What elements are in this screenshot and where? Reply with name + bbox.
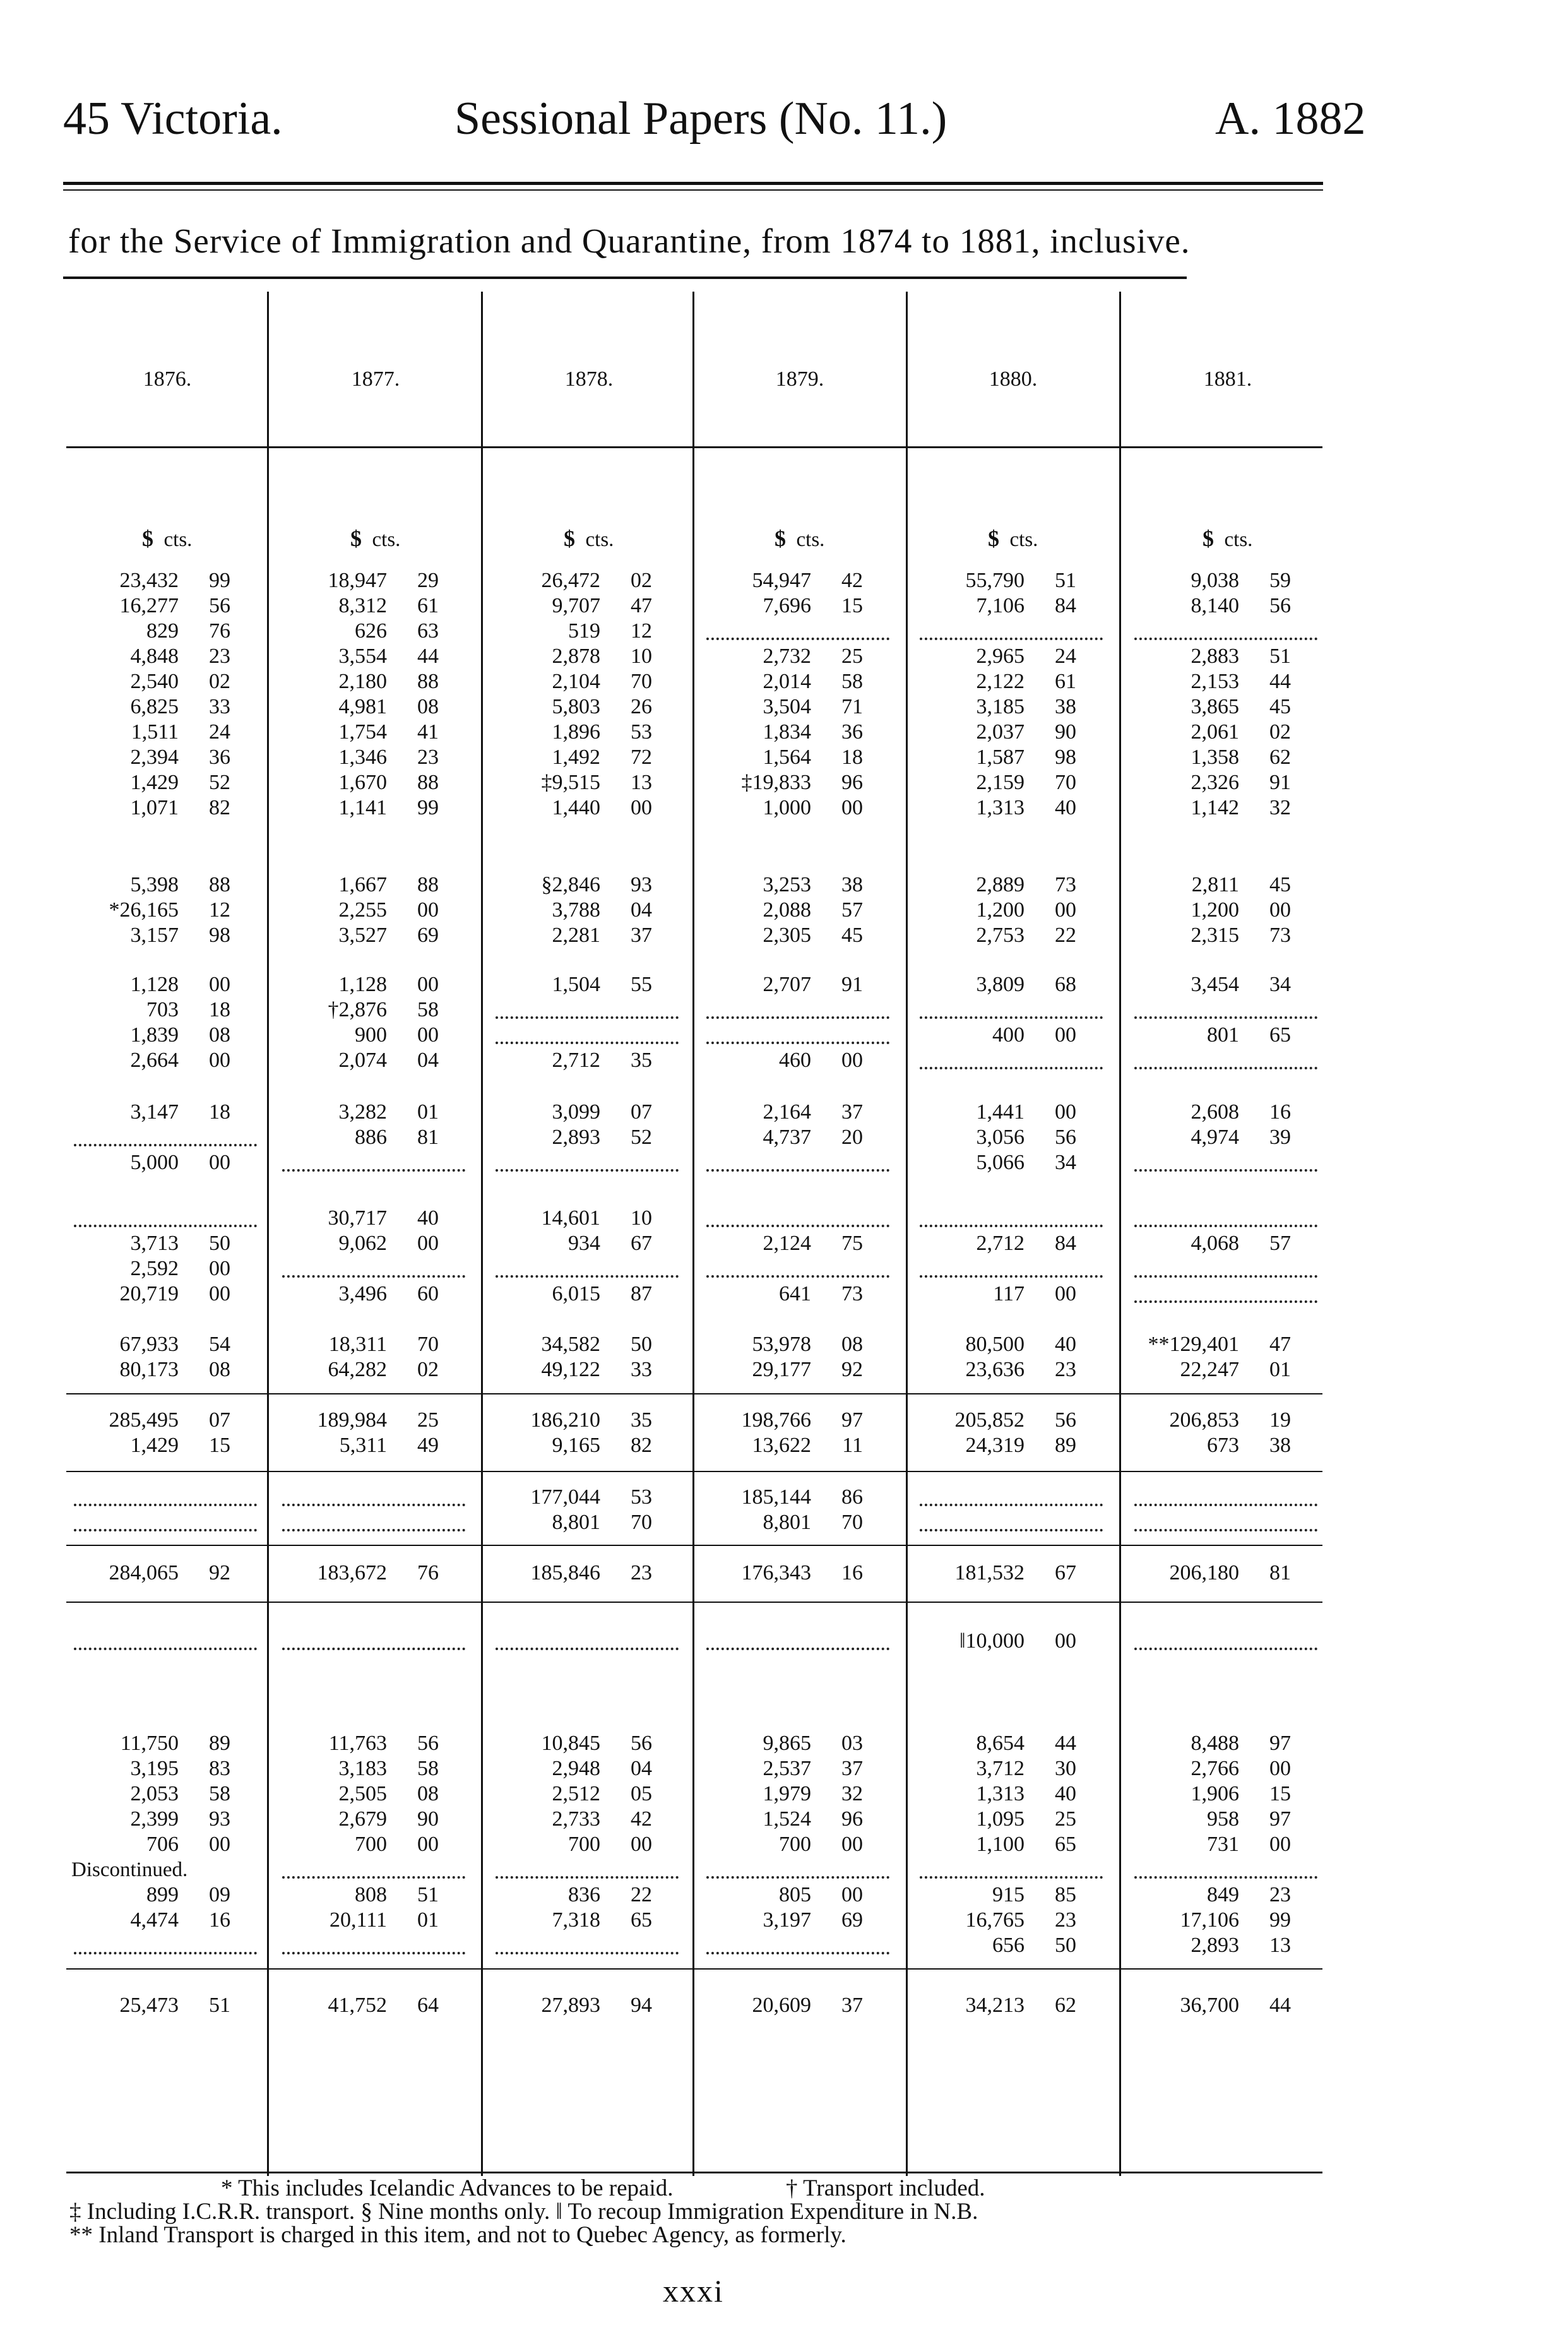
dotted-leader [920,1225,1103,1227]
table-cell: 2,281 37 [552,924,652,947]
table-cell: 183,672 76 [317,1561,439,1584]
column-divider [906,292,908,2176]
table-cell: 3,554 44 [338,645,439,668]
table-cell: 3,147 18 [130,1100,230,1124]
table-cell: 54,947 42 [752,569,863,592]
table-cell: 1,128 00 [130,973,230,996]
table-cell: 7,106 84 [976,594,1076,617]
table-cell: 1,511 24 [131,720,230,744]
table-cell: 2,537 37 [763,1757,863,1780]
table-cell: 2,088 57 [763,898,863,922]
table-cell: 3,282 01 [338,1100,439,1124]
table-cell: 849 23 [1207,1883,1291,1906]
table-cell: 4,848 23 [130,645,230,668]
table-cell: 186,210 35 [530,1408,652,1432]
table-cell: 1,754 41 [338,720,439,744]
table-cell: 10,845 56 [541,1732,652,1755]
dotted-leader [1134,1169,1317,1172]
table-cell: 3,865 45 [1191,695,1291,718]
table-cell: 915 85 [992,1883,1076,1906]
table-cell: 2,037 90 [976,720,1076,744]
table-cell: 3,253 38 [763,873,863,896]
group-rule [66,1393,1322,1394]
table-cell: 285,495 07 [109,1408,230,1432]
dotted-leader [74,1648,257,1650]
table-cell: 2,014 58 [763,670,863,693]
table-cell: 6,825 33 [130,695,230,718]
table-cell: 49,122 33 [541,1358,652,1381]
table-cell: 9,865 03 [763,1732,863,1755]
table-cell: 703 18 [146,998,230,1021]
table-cell: 2,679 90 [338,1807,439,1831]
table-cell: 1,504 55 [552,973,652,996]
table-cell: 1,100 65 [976,1833,1076,1856]
table-cell: ‡19,833 96 [741,771,863,794]
dotted-leader [282,1169,465,1172]
year-header-5: 1881. [1203,367,1252,391]
expenditure-table [66,292,1322,2185]
table-cell: 2,733 42 [552,1807,652,1831]
table-cell: 25,473 51 [119,1994,230,2017]
table-cell: 400 00 [992,1023,1076,1047]
table-cell: 2,889 73 [976,873,1076,896]
table-cell: 3,527 69 [338,924,439,947]
table-cell: 1,839 08 [130,1023,230,1047]
table-cell: 899 09 [146,1883,230,1906]
table-cell: 700 00 [568,1833,652,1856]
dotted-leader [1134,1300,1317,1303]
header-title: Sessional Papers (No. 11.) [454,93,947,145]
unit-label: $ cts. [142,526,193,551]
table-cell: 181,532 67 [954,1561,1076,1584]
table-cell: 2,664 00 [130,1049,230,1072]
footnote-icr: ‡ Including I.C.R.R. transport. § Nine months only. ‖ To recoup Immigration Expenditure in N.B. [69,2199,978,2225]
table-cell: 731 00 [1207,1833,1291,1856]
table-cell: 2,399 93 [130,1807,230,1831]
table-cell: 41,752 64 [328,1994,439,2017]
unit-label: $ cts. [350,526,401,551]
table-cell: 4,981 08 [338,695,439,718]
table-cell: 2,159 70 [976,771,1076,794]
table-cell: 2,124 75 [763,1232,863,1255]
table-cell: 5,000 00 [130,1151,230,1174]
table-cell: 2,766 00 [1191,1757,1291,1780]
table-cell: 11,763 56 [328,1732,439,1755]
table-cell: 1,071 82 [130,796,230,819]
table-cell: 2,540 02 [130,670,230,693]
table-cell: 80,500 40 [965,1333,1076,1356]
header-bottom-rule [66,446,1322,448]
table-cell: 1,441 00 [976,1100,1076,1124]
table-cell: 3,496 60 [338,1282,439,1305]
dotted-leader [1134,1016,1317,1019]
table-cell: ‖10,000 00 [959,1629,1076,1653]
table-cell: 8,801 70 [552,1511,652,1534]
dotted-leader [920,638,1103,640]
dotted-leader [496,1016,679,1019]
table-cell: 20,719 00 [119,1282,230,1305]
dotted-leader [282,1952,465,1954]
table-cell: 5,066 34 [976,1151,1076,1174]
table-cell: 8,801 70 [763,1511,863,1534]
table-cell: ‡9,515 13 [541,771,652,794]
table-cell: 4,474 16 [130,1908,230,1932]
table-cell: 2,965 24 [976,645,1076,668]
dotted-leader [282,1504,465,1506]
table-cell: 3,197 69 [763,1908,863,1932]
table-cell: 2,061 02 [1191,720,1291,744]
table-cell: 8,312 61 [338,594,439,617]
dotted-leader [1134,1504,1317,1506]
table-cell: 706 00 [146,1833,230,1856]
dotted-leader [1134,638,1317,640]
subtitle-rule [63,276,1187,279]
dotted-leader [282,1275,465,1278]
table-cell: 3,056 56 [976,1126,1076,1149]
unit-label: $ cts. [988,526,1038,551]
dotted-leader [496,1275,679,1278]
header-volume: 45 Victoria. [63,93,283,145]
table-cell: 36,700 44 [1180,1994,1291,2017]
table-cell: 2,512 05 [552,1782,652,1805]
table-cell: 20,111 01 [330,1908,439,1932]
table-cell: 2,753 22 [976,924,1076,947]
footnotes [69,2177,985,2247]
table-cell: 2,315 73 [1191,924,1291,947]
table-cell: 1,492 72 [552,746,652,769]
table-cell: 9,062 00 [338,1232,439,1255]
dotted-leader [706,638,889,640]
table-cell: 18,311 70 [328,1333,439,1356]
table-cell: 934 67 [568,1232,652,1255]
table-cell: 3,504 71 [763,695,863,718]
table-cell: 5,311 49 [339,1434,439,1457]
table-cell: 206,180 81 [1169,1561,1291,1584]
dotted-leader [282,1876,465,1879]
table-cell: 1,834 36 [763,720,863,744]
footnote-icelandic: * This includes Icelandic Advances to be repaid. † Transport included. [221,2175,985,2201]
table-cell: 3,454 34 [1191,973,1291,996]
table-cell: 2,811 45 [1191,873,1291,896]
dotted-leader [74,1504,257,1506]
table-cell: 805 00 [779,1883,863,1906]
footnote-inland: ** Inland Transport is charged in this item, and not to Quebec Agency, as formerly. [69,2222,846,2248]
table-cell: 3,809 68 [976,973,1076,996]
table-cell: 205,852 56 [954,1408,1076,1432]
table-cell: 1,429 52 [130,771,230,794]
table-cell: 8,140 56 [1191,594,1291,617]
table-cell: 1,979 32 [763,1782,863,1805]
table-cell: 2,326 91 [1191,771,1291,794]
column-divider [481,292,483,2176]
table-cell: 2,893 13 [1191,1934,1291,1957]
header-rule-thick [63,182,1323,185]
dotted-leader [706,1275,889,1278]
table-cell: 460 00 [779,1049,863,1072]
table-cell: 34,213 62 [965,1994,1076,2017]
dotted-leader [706,1042,889,1044]
table-cell: 1,587 98 [976,746,1076,769]
table-cell: 53,978 08 [752,1333,863,1356]
column-divider [692,292,694,2176]
table-cell: 23,636 23 [965,1358,1076,1381]
table-cell: 2,305 45 [763,924,863,947]
table-cell: 64,282 02 [328,1358,439,1381]
table-cell: 7,696 15 [763,594,863,617]
dotted-leader [1134,1067,1317,1069]
column-divider [267,292,269,2176]
table-cell: 2,394 36 [130,746,230,769]
table-cell: 2,592 00 [130,1257,230,1280]
year-header-4: 1880. [989,367,1038,391]
table-cell: 886 81 [355,1126,439,1149]
table-cell: 801 65 [1207,1023,1291,1047]
table-cell: 700 00 [779,1833,863,1856]
table-cell: 16,765 23 [965,1908,1076,1932]
group-rule [66,1545,1322,1546]
table-cell: 2,948 04 [552,1757,652,1780]
table-cell: 198,766 97 [741,1408,863,1432]
table-cell: 206,853 19 [1169,1408,1291,1432]
table-cell: 4,974 39 [1191,1126,1291,1149]
dotted-leader [706,1876,889,1879]
table-cell: 3,713 50 [130,1232,230,1255]
table-cell: 18,947 29 [328,569,439,592]
table-cell: 11,750 89 [120,1732,230,1755]
table-cell: 185,144 86 [741,1485,863,1509]
dotted-leader [1134,1529,1317,1531]
table-cell: 2,712 84 [976,1232,1076,1255]
table-cell: 176,343 16 [741,1561,863,1584]
dotted-leader [706,1225,889,1227]
table-cell: 2,707 91 [763,973,863,996]
table-cell: 1,200 00 [976,898,1076,922]
table-cell: 177,044 53 [530,1485,652,1509]
table-cell: 1,313 40 [976,796,1076,819]
table-cell: 2,732 25 [763,645,863,668]
table-cell: 2,104 70 [552,670,652,693]
table-cell: 1,429 15 [130,1434,230,1457]
table-cell: 1,358 62 [1191,746,1291,769]
table-cell: 55,790 51 [965,569,1076,592]
table-cell: 3,185 38 [976,695,1076,718]
table-cell: 1,200 00 [1191,898,1291,922]
dotted-leader [706,1952,889,1954]
table-cell: 13,622 11 [752,1434,863,1457]
unit-label: $ cts. [1203,526,1253,551]
dotted-leader [1134,1876,1317,1879]
table-cell: 3,788 04 [552,898,652,922]
table-cell: 2,164 37 [763,1100,863,1124]
table-cell: 16,277 56 [119,594,230,617]
dotted-leader [1134,1275,1317,1278]
table-cell: 3,099 07 [552,1100,652,1124]
table-cell: *26,165 12 [109,898,230,922]
table-cell: 1,524 96 [763,1807,863,1831]
year-header-1: 1877. [351,367,400,391]
dotted-leader [74,1952,257,1954]
dotted-leader [920,1016,1103,1019]
year-header-3: 1879. [775,367,824,391]
dotted-leader [1134,1648,1317,1650]
table-cell: 23,432 99 [119,569,230,592]
table-cell: 185,846 23 [530,1561,652,1584]
dotted-leader [1134,1225,1317,1227]
year-header-0: 1876. [143,367,192,391]
table-cell: 1,667 88 [338,873,439,896]
table-cell: †2,876 58 [328,998,439,1021]
table-cell: 2,074 04 [338,1049,439,1072]
dotted-leader [920,1876,1103,1879]
table-cell: 1,346 23 [338,746,439,769]
table-cell: 26,472 02 [541,569,652,592]
table-cell: 6,015 87 [552,1282,652,1305]
table-cell: 656 50 [992,1934,1076,1957]
dotted-leader [920,1275,1103,1278]
table-cell: 1,896 53 [552,720,652,744]
table-cell: 30,717 40 [328,1206,439,1230]
dotted-leader [282,1648,465,1650]
table-cell: 20,609 37 [752,1994,863,2017]
table-cell: 14,601 10 [541,1206,652,1230]
table-cell: 1,313 40 [976,1782,1076,1805]
table-cell: 5,803 26 [552,695,652,718]
dotted-leader [920,1529,1103,1531]
unit-label: $ cts. [775,526,825,551]
header-year: A. 1882 [1215,93,1366,145]
table-cell: 836 22 [568,1883,652,1906]
table-cell: 519 12 [568,619,652,643]
table-cell: 4,737 20 [763,1126,863,1149]
table-cell: 4,068 57 [1191,1232,1291,1255]
table-cell: 9,707 47 [552,594,652,617]
table-cell: 2,505 08 [338,1782,439,1805]
dotted-leader [496,1952,679,1954]
table-cell: 189,984 25 [317,1408,439,1432]
table-cell: 8,488 97 [1191,1732,1291,1755]
table-cell: 808 51 [355,1883,439,1906]
dotted-leader [74,1529,257,1531]
table-cell: 1,141 99 [338,796,439,819]
table-cell: 2,180 88 [338,670,439,693]
footnote-transport: † Transport included. [785,2175,985,2201]
table-cell: 27,893 94 [541,1994,652,2017]
table-cell: 1,095 25 [976,1807,1076,1831]
table-cell: 5,398 88 [130,873,230,896]
table-cell: 2,608 16 [1191,1100,1291,1124]
column-divider [1119,292,1121,2176]
table-cell: 2,153 44 [1191,670,1291,693]
year-header-2: 1878. [564,367,614,391]
table-cell: 3,712 30 [976,1757,1076,1780]
dotted-leader [920,1067,1103,1069]
table-cell: 1,000 00 [763,796,863,819]
dotted-leader [74,1144,257,1146]
table-cell: §2,846 93 [541,873,652,896]
group-rule [66,1471,1322,1472]
table-cell: 2,255 00 [338,898,439,922]
dotted-leader [920,1504,1103,1506]
table-cell: 3,183 58 [338,1757,439,1780]
table-cell: 117 00 [993,1282,1076,1305]
table-cell: 1,142 32 [1191,796,1291,819]
table-bottom-rule [66,2172,1322,2173]
table-cell-label: Discontinued. [71,1858,188,1881]
table-cell: 2,878 10 [552,645,652,668]
table-cell: 673 38 [1207,1434,1291,1457]
table-cell: 29,177 92 [752,1358,863,1381]
table-cell: 17,106 99 [1180,1908,1291,1932]
table-cell: 3,195 83 [130,1757,230,1780]
dotted-leader [706,1016,889,1019]
table-cell: 958 97 [1207,1807,1291,1831]
table-cell: 24,319 89 [965,1434,1076,1457]
table-cell: 1,128 00 [338,973,439,996]
dotted-leader [496,1169,679,1172]
group-rule [66,1968,1322,1970]
dotted-leader [496,1042,679,1044]
table-cell: 80,173 08 [119,1358,230,1381]
table-cell: 829 76 [146,619,230,643]
table-cell: 284,065 92 [109,1561,230,1584]
table-cell: 2,883 51 [1191,645,1291,668]
table-cell: 2,053 58 [130,1782,230,1805]
table-cell: 1,670 88 [338,771,439,794]
table-cell: 900 00 [355,1023,439,1047]
table-cell: 1,906 15 [1191,1782,1291,1805]
dotted-leader [706,1648,889,1650]
table-cell: 34,582 50 [541,1333,652,1356]
dotted-leader [74,1225,257,1227]
group-rule [66,1602,1322,1603]
page-subtitle: for the Service of Immigration and Quarantine, from 1874 to 1881, inclusive. [68,222,1191,260]
page-number: xxxi [663,2273,724,2309]
dotted-leader [496,1876,679,1879]
table-cell: 9,165 82 [552,1434,652,1457]
dotted-leader [282,1529,465,1531]
table-cell: 2,122 61 [976,670,1076,693]
table-cell: 7,318 65 [552,1908,652,1932]
table-cell: 1,440 00 [552,796,652,819]
header-rule-thin [63,189,1323,191]
table-cell: 700 00 [355,1833,439,1856]
table-cell: 626 63 [355,619,439,643]
table-cell: 22,247 01 [1180,1358,1291,1381]
unit-label: $ cts. [564,526,614,551]
table-cell: 641 73 [779,1282,863,1305]
table-cell: 67,933 54 [119,1333,230,1356]
dotted-leader [706,1169,889,1172]
table-cell: 2,893 52 [552,1126,652,1149]
table-cell: **129,401 47 [1148,1333,1291,1356]
dotted-leader [496,1648,679,1650]
table-cell: 2,712 35 [552,1049,652,1072]
table-cell: 8,654 44 [976,1732,1076,1755]
table-cell: 1,564 18 [763,746,863,769]
table-cell: 3,157 98 [130,924,230,947]
table-cell: 9,038 59 [1191,569,1291,592]
